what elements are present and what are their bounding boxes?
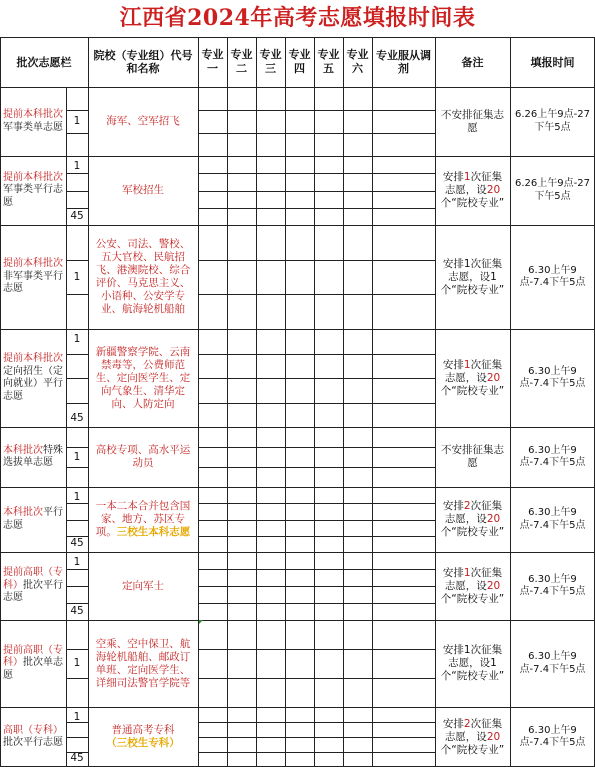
school-text: 新疆警察学院、云南禁毒等，公费师范生、定向医学生、定向气象生、清华定向、人防定向	[95, 345, 191, 410]
time-label: 6.30上午9点-7.4下午5点	[519, 573, 586, 597]
note-label: 不安排征集志愿	[441, 108, 504, 134]
row-number-last: 45	[70, 751, 84, 764]
note-label	[435, 156, 510, 225]
school-text: 军校招生	[122, 184, 164, 196]
school-label	[88, 487, 198, 552]
time-label: 6.26上午9点-27下午5点	[515, 109, 590, 133]
row-number: 1	[73, 115, 81, 127]
batch-label	[0, 225, 66, 329]
header-major-3: 专业 三	[259, 48, 282, 75]
note-text: 安排1次征集志愿，设20个“院校专业”	[440, 566, 505, 605]
school-text: 公安、司法、警校、五大官校、民航招飞、港澳院校、综合评价、马克思主义、小语种、公安学专业、航海轮机船舶	[95, 238, 191, 315]
row-number: 1	[73, 657, 81, 669]
row-number-last: 45	[70, 604, 84, 617]
time-label: 6.30上午9点-7.4下午5点	[519, 264, 586, 288]
header-major-6: 专业 六	[346, 48, 369, 75]
row-number-first: 1	[73, 555, 81, 568]
batch-text: 提前高职（专科）批次平行志愿	[3, 567, 63, 604]
row-number-first: 1	[73, 159, 81, 172]
row-number-first: 1	[73, 332, 81, 345]
batch-label	[0, 552, 66, 620]
row-number: 1	[73, 450, 81, 463]
note-text: 安排2次征集志愿，设20个“院校专业”	[440, 717, 505, 756]
note-label	[435, 487, 510, 552]
batch-label	[0, 156, 66, 225]
batch-text: 本科批次特殊选拔单志愿	[3, 444, 63, 468]
batch-text: 提前本科批次军事类单志愿	[3, 109, 63, 133]
school-text: 定向军士	[122, 579, 164, 592]
note-text: 安排1次征集志愿，设20个“院校专业”	[440, 171, 505, 209]
school-label	[88, 427, 198, 487]
school-label	[88, 707, 198, 767]
batch-label	[0, 87, 66, 156]
header-major-1: 专业 一	[201, 48, 224, 75]
school-label	[88, 156, 198, 225]
time-label: 6.30上午9点-7.4下午5点	[519, 365, 586, 389]
school-text: 一本二本合并包含国家、地方、苏区专项。三校生本科志愿	[95, 500, 191, 538]
header-batch: 批次志愿栏	[16, 55, 72, 69]
note-label: 不安排征集志愿	[441, 444, 504, 469]
row-number-first: 1	[73, 710, 81, 723]
time-label: 6.26上午9点-27下午5点	[515, 178, 590, 202]
header-note: 备注	[461, 55, 484, 69]
note-label	[435, 329, 510, 427]
time-label: 6.30上午9点-7.4下午5点	[519, 444, 586, 468]
batch-label	[0, 620, 66, 707]
time-label: 6.30上午9点-7.4下午5点	[519, 507, 586, 531]
batch-text: 提前本科批次定向招生（定向就业）平行志愿	[3, 353, 63, 402]
school-label	[88, 552, 198, 620]
note-text: 安排2次征集志愿，设20个“院校专业”	[440, 500, 505, 538]
note-label: 安排1次征集志愿，设1个“院校专业”	[440, 257, 505, 296]
batch-label	[0, 707, 66, 767]
header-time: 填报时间	[530, 55, 575, 69]
comment-marker	[199, 620, 203, 624]
school-text: 海军、空军招飞	[106, 115, 180, 127]
batch-label	[0, 427, 66, 487]
school-text: 空乘、空中保卫、航海轮机船舶、邮政订单班、定向医学生、详细司法警官学院等	[95, 637, 191, 689]
batch-text: 提前高职（专科）批次单志愿	[3, 644, 63, 681]
page-title: 江西省2024年高考志愿填报时间表	[119, 5, 476, 31]
time-label: 6.30上午9点-7.4下午5点	[519, 724, 586, 748]
school-label	[88, 225, 198, 329]
batch-text: 本科批次平行志愿	[3, 507, 63, 531]
school-label	[88, 87, 198, 156]
batch-text: 提前本科批次非军事类平行志愿	[3, 258, 63, 295]
header-adjust: 专业服从调剂	[376, 49, 431, 75]
batch-text: 高职（专科）批次平行志愿	[3, 724, 63, 748]
row-number-last: 45	[70, 536, 84, 549]
header-major-2: 专业 二	[230, 48, 253, 75]
row-number-last: 45	[70, 209, 84, 222]
note-text: 安排1次征集志愿，设20个“院校专业”	[440, 358, 505, 397]
header-major-4: 专业 四	[288, 48, 311, 75]
row-number-last: 45	[70, 411, 84, 424]
school-text: 普通高考专科 （三校生专科）	[106, 724, 180, 749]
batch-text: 提前本科批次军事类平行志愿	[3, 171, 63, 208]
batch-label	[0, 487, 66, 552]
header-school: 院校（专业组）代号和名称	[93, 49, 193, 75]
note-label: 安排1次征集志愿，设1个“院校专业”	[440, 644, 505, 682]
note-label	[435, 552, 510, 620]
school-label	[88, 329, 198, 427]
school-label	[88, 620, 198, 707]
school-text: 高校专项、高水平运动员	[95, 444, 191, 469]
header-major-5: 专业 五	[317, 48, 340, 75]
note-label	[435, 707, 510, 767]
row-number-first: 1	[73, 490, 81, 503]
row-number: 1	[73, 270, 81, 283]
batch-label	[0, 329, 66, 427]
time-label: 6.30上午9点-7.4下午5点	[519, 651, 586, 675]
